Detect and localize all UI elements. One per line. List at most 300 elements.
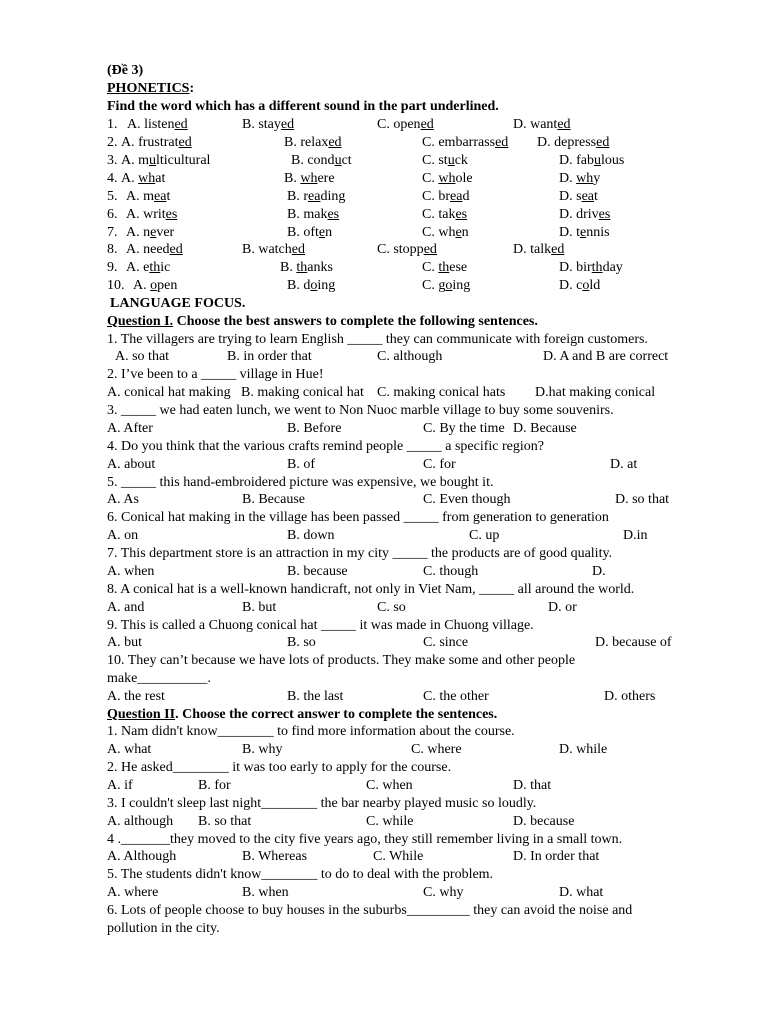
option-text: C. By the time [423,421,505,436]
option-text: C. although [377,349,443,364]
option-text: D. that [513,778,552,793]
option-text: A. about [107,457,156,472]
underlined-part: ed [557,117,571,132]
answer-option [242,599,276,616]
option-text: A. n [126,225,151,240]
answer-option [121,152,210,169]
underlined-part: e [318,225,326,240]
stem-text: 4 ._______they moved to the city five years ago, they still remember living in a small town. [107,832,623,847]
stem-text: 7. This department store is an attraction in my city _____ the products are of good quality. [107,546,613,561]
answer-option [422,224,469,241]
option-text: B. for [198,778,231,793]
answer-option [121,134,192,151]
option-text: ld [589,278,601,293]
answer-option [121,170,165,187]
option-text: C. though [423,564,479,579]
stem-text: 6. Conical hat making in the village has been passed _____ from generation to generation [107,510,609,525]
underlined-part: ea [154,189,167,204]
option-text: C. stopp [377,242,424,257]
answer-option [543,348,668,365]
question-stem [107,366,324,383]
option-text: ding [320,189,346,204]
answer-option [291,152,352,169]
option-text: D. [559,171,577,186]
underlined-part: ed [291,242,305,257]
question-stem [107,617,534,634]
answer-option [107,741,151,758]
answer-option [373,848,423,865]
stem-text: 5. _____ this hand-embroidered picture was expensive, we bought it. [107,475,494,490]
question-stem [107,670,211,687]
option-text: C. While [373,849,424,864]
option-text: A. As [107,492,139,507]
underlined-part: es [598,207,611,222]
option-text: lticultural [156,153,211,168]
item-number: 9. [107,260,118,275]
option-text: D. c [559,278,583,293]
answer-option [287,420,341,437]
underlined-part: ed [551,242,565,257]
answer-option [559,884,603,901]
option-text: D. A and B are correct [543,349,669,364]
answer-option [377,241,437,258]
answer-option [422,206,467,223]
option-text: A. writ [126,207,166,222]
option-text: C. for [423,457,456,472]
phonetics-row [107,134,610,151]
underlined-part: o [445,278,453,293]
stem-text: 1. The villagers are trying to learn English _____ they can communicate with foreign customers. [107,332,648,347]
stem-text: 6. Lots of people choose to buy houses in the suburbs_________ they can avoid the noise and [107,903,633,918]
underlined-part: wh [300,171,318,186]
answer-option [287,206,339,223]
option-text: D. what [559,885,604,900]
answer-option [595,634,672,651]
option-text: A. frustrat [121,135,179,150]
answer-option [284,134,342,151]
option-text: pen [157,278,178,293]
option-text: B. so that [198,814,252,829]
question-label: Question II [107,707,176,722]
option-text: C. where [411,742,462,757]
question-stem [107,902,632,919]
answer-option [422,277,470,294]
answer-option [604,688,655,705]
answer-option [287,224,332,241]
option-text: B. Whereas [242,849,308,864]
stem-text: 5. The students didn't know________ to do to deal with the problem. [107,867,494,882]
answer-option [107,634,142,651]
option-text: B. relax [284,135,329,150]
item-number: 8. [107,242,118,257]
question-stem [107,866,493,883]
option-text: B. [280,260,297,275]
stem-text: make__________. [107,671,211,686]
option-text: y [593,171,601,186]
answer-option [242,741,282,758]
underlined-part: es [165,207,178,222]
option-text: A. when [107,564,155,579]
underlined-part: ed [280,117,295,132]
answer-option [115,348,169,365]
answer-option [423,563,478,580]
option-text: C. st [422,153,448,168]
exam-code [107,62,143,79]
answer-option [559,206,610,223]
language-focus-heading [110,295,245,312]
option-text: B. d [287,278,311,293]
option-text: C. Even though [423,492,511,507]
underlined-part: o [582,278,590,293]
option-text: A. and [107,600,145,615]
option-text: C. making conical hats [377,385,506,400]
underlined-part: e [580,225,587,240]
option-text: ct [341,153,352,168]
option-text: D. [592,564,606,579]
answer-option [559,259,623,276]
answer-option [241,384,364,401]
option-text: A. the rest [107,689,165,704]
underlined-part: ed [174,117,188,132]
option-text: anks [307,260,333,275]
option-text: C. br [422,189,450,204]
answer-option [287,688,343,705]
answer-option [377,348,442,365]
stem-text: 4. Do you think that the various crafts remind people _____ a specific region? [107,439,544,454]
phonetics-heading [107,80,194,97]
answer-option [469,527,499,544]
item-number: 10. [107,278,125,293]
option-text: at [155,171,166,186]
option-text: day [602,260,623,275]
option-text: ic [160,260,171,275]
underlined-part: es [327,207,340,222]
phonetics-instruction [107,98,499,115]
option-text: ese [449,260,468,275]
option-text: B. when [242,885,289,900]
answer-option [422,152,468,169]
option-text: D. because [513,814,575,829]
option-text: D. In order that [513,849,600,864]
answer-option [107,777,133,794]
underlined-part: u [594,153,601,168]
option-text: D. at [610,457,638,472]
answer-option [422,170,473,187]
answer-option [107,599,144,616]
answer-option [133,277,177,294]
answer-option [610,456,637,473]
option-text: D. others [604,689,656,704]
phonetics-title: PHONETICS [107,81,190,96]
answer-option [423,884,463,901]
item-number: 4. [107,171,118,186]
option-text: B. the last [287,689,344,704]
question-stem [107,509,609,526]
underlined-part: ed [328,135,342,150]
option-text: A. on [107,528,139,543]
answer-option [411,741,462,758]
option-text: n [461,225,469,240]
underlined-part: ed [420,117,434,132]
option-text: ver [156,225,175,240]
question-stem [107,920,220,937]
answer-option [107,688,165,705]
stem-text: 2. I’ve been to a _____ village in Hue! [107,367,324,382]
answer-option [198,813,251,830]
option-text: D. bir [559,260,592,275]
answer-option [423,420,505,437]
underlined-part: u [149,153,156,168]
answer-option [126,241,183,258]
underlined-part: o [310,278,318,293]
option-text: A. [121,171,139,186]
question-stem [107,652,575,669]
option-text: C. why [423,885,464,900]
answer-option [592,563,606,580]
underlined-part: ed [169,242,183,257]
answer-option [513,813,574,830]
answer-option [287,527,334,544]
question-stem [107,402,614,419]
stem-text: 1. Nam didn't know________ to find more information about the course. [107,724,515,739]
option-text: B. down [287,528,335,543]
instruction-text: Find the word which has a different sound in the part underlined. [107,99,499,114]
option-text: C. since [423,635,469,650]
option-text: D. Because [513,421,577,436]
underlined-part: ed [423,242,437,257]
option-text: B. making conical hat [241,385,364,400]
answer-option [559,277,600,294]
answer-option [107,527,138,544]
option-text: B. [284,171,301,186]
phonetics-row [107,206,611,223]
answer-option [377,599,406,616]
option-text: B. cond [291,153,335,168]
answer-option [126,224,174,241]
answer-option [623,527,648,544]
option-text: D. or [548,600,577,615]
option-text: C. so [377,600,406,615]
option-text: ck [454,153,468,168]
option-text: A. Although [107,849,177,864]
underlined-part: u [447,153,455,168]
question-stem [107,438,544,455]
underlined-part: ed [495,135,509,150]
option-text: A. conical hat making [107,385,231,400]
answer-option [287,456,315,473]
option-text: C. when [366,778,413,793]
answer-option [287,563,348,580]
item-number: 1. [107,117,118,132]
answer-option [559,224,610,241]
item-number: 5. [107,189,118,204]
exam-code-text: (Đề 3) [107,63,144,78]
answer-option [107,884,158,901]
option-text: ole [455,171,473,186]
stem-text: 2. He asked________ it was too early to apply for the course. [107,760,452,775]
stem-text: 8. A conical hat is a well-known handicraft, not only in Viet Nam, _____ all around the world. [107,582,635,597]
option-text: D. because of [595,635,672,650]
question-stem [107,723,515,740]
answer-option [615,491,669,508]
stem-text: 10. They can’t because we have lots of products. They make some and other people [107,653,576,668]
answer-option [242,116,294,133]
answer-option [559,170,600,187]
question-stem [107,474,493,491]
option-text: D. want [513,117,558,132]
phonetics-row [107,170,601,187]
answer-option [423,491,511,508]
option-text: A. if [107,778,133,793]
option-text: D. while [559,742,608,757]
option-text: A. m [126,189,154,204]
question-stem [107,545,612,562]
answer-option [559,741,607,758]
option-text: B. but [242,600,277,615]
underlined-part: th [591,260,603,275]
answer-option [423,688,489,705]
question-two-heading [107,706,497,723]
phonetics-row [107,224,610,241]
option-text: B. mak [287,207,328,222]
option-text: A. so that [115,349,170,364]
underlined-part: ed [596,135,610,150]
answer-option [287,277,335,294]
answer-option [127,116,188,133]
underlined-part: th [149,260,161,275]
option-text: C. while [366,814,414,829]
answer-option [107,456,155,473]
option-text: A. where [107,885,159,900]
option-text: D. t [559,225,580,240]
option-text: B. r [287,189,308,204]
question-stem [107,795,536,812]
underlined-part: u [334,153,342,168]
option-text: D. s [559,189,582,204]
answer-option [242,241,305,258]
answer-option [287,634,316,651]
answer-option [242,884,289,901]
stem-text: pollution in the city. [107,921,220,936]
option-text: ere [317,171,335,186]
answer-option [513,420,577,437]
option-text: ing [317,278,336,293]
answer-option [377,116,434,133]
underlined-part: wh [438,171,456,186]
answer-option [242,491,305,508]
option-text: B. watch [242,242,292,257]
option-text: t [166,189,171,204]
answer-option [227,348,312,365]
stem-text: 9. This is called a Chuong conical hat _____ it was made in Chuong village. [107,618,534,633]
answer-option [107,420,153,437]
underlined-part: wh [138,171,156,186]
answer-option [126,259,170,276]
item-number: 6. [107,207,118,222]
answer-option [107,384,231,401]
option-text: A. e [126,260,150,275]
answer-option [422,188,469,205]
option-text: B. stay [242,117,281,132]
option-text: A. need [126,242,170,257]
answer-option [535,384,655,401]
answer-option [513,777,551,794]
option-text: B. of [287,457,315,472]
option-text: C. embarrass [422,135,496,150]
phonetics-row [107,259,623,276]
item-number: 2. [107,135,118,150]
phonetics-row [107,188,598,205]
underlined-part: ea [308,189,321,204]
answer-option [513,116,571,133]
answer-option [422,134,508,151]
option-text: nnis [586,225,610,240]
option-text: D. fab [559,153,594,168]
option-text: B. Because [242,492,305,507]
underlined-part: wh [576,171,594,186]
answer-option [126,206,177,223]
answer-option [107,563,154,580]
option-text: d [462,189,470,204]
question-stem [107,759,451,776]
option-text: A. [133,278,151,293]
phonetics-row [107,152,625,169]
option-text: A. After [107,421,153,436]
option-text: D.hat making conical [535,385,656,400]
answer-option [537,134,609,151]
answer-option [107,813,173,830]
option-text: ing [452,278,471,293]
question-instruction: Choose the best answers to complete the following sentences. [173,314,538,329]
option-text: A. listen [127,117,175,132]
option-text: D. so that [615,492,670,507]
option-text: C. the other [423,689,489,704]
underlined-part: o [150,278,158,293]
option-text: lous [601,153,625,168]
answer-option [126,188,170,205]
option-text: D. depress [537,135,597,150]
answer-option [559,188,598,205]
underlined-part: th [296,260,308,275]
answer-option [366,777,413,794]
answer-option [422,259,467,276]
option-text: C. [422,171,439,186]
underlined-part: es [455,207,468,222]
stem-text: 3. I couldn't sleep last night________ the bar nearby played music so loudly. [107,796,537,811]
underlined-part: ea [450,189,463,204]
answer-option [198,777,231,794]
stem-text: 3. _____ we had eaten lunch, we went to Non Nuoc marble village to buy some souvenirs. [107,403,614,418]
answer-option [548,599,577,616]
question-instruction: . Choose the correct answer to complete the sentences. [175,707,498,722]
option-text: t [594,189,598,204]
question-stem [107,831,622,848]
underlined-part: th [438,260,450,275]
option-text: D. talk [513,242,552,257]
option-text: A. although [107,814,174,829]
option-text: D. driv [559,207,599,222]
underlined-part: e [150,225,157,240]
question-stem [107,331,648,348]
answer-option [513,848,599,865]
option-text: B. why [242,742,283,757]
question-label: Question I. [107,314,174,329]
answer-option [377,384,505,401]
answer-option [559,152,624,169]
answer-option [107,491,139,508]
phonetics-colon: : [189,81,195,96]
question-stem [107,581,634,598]
